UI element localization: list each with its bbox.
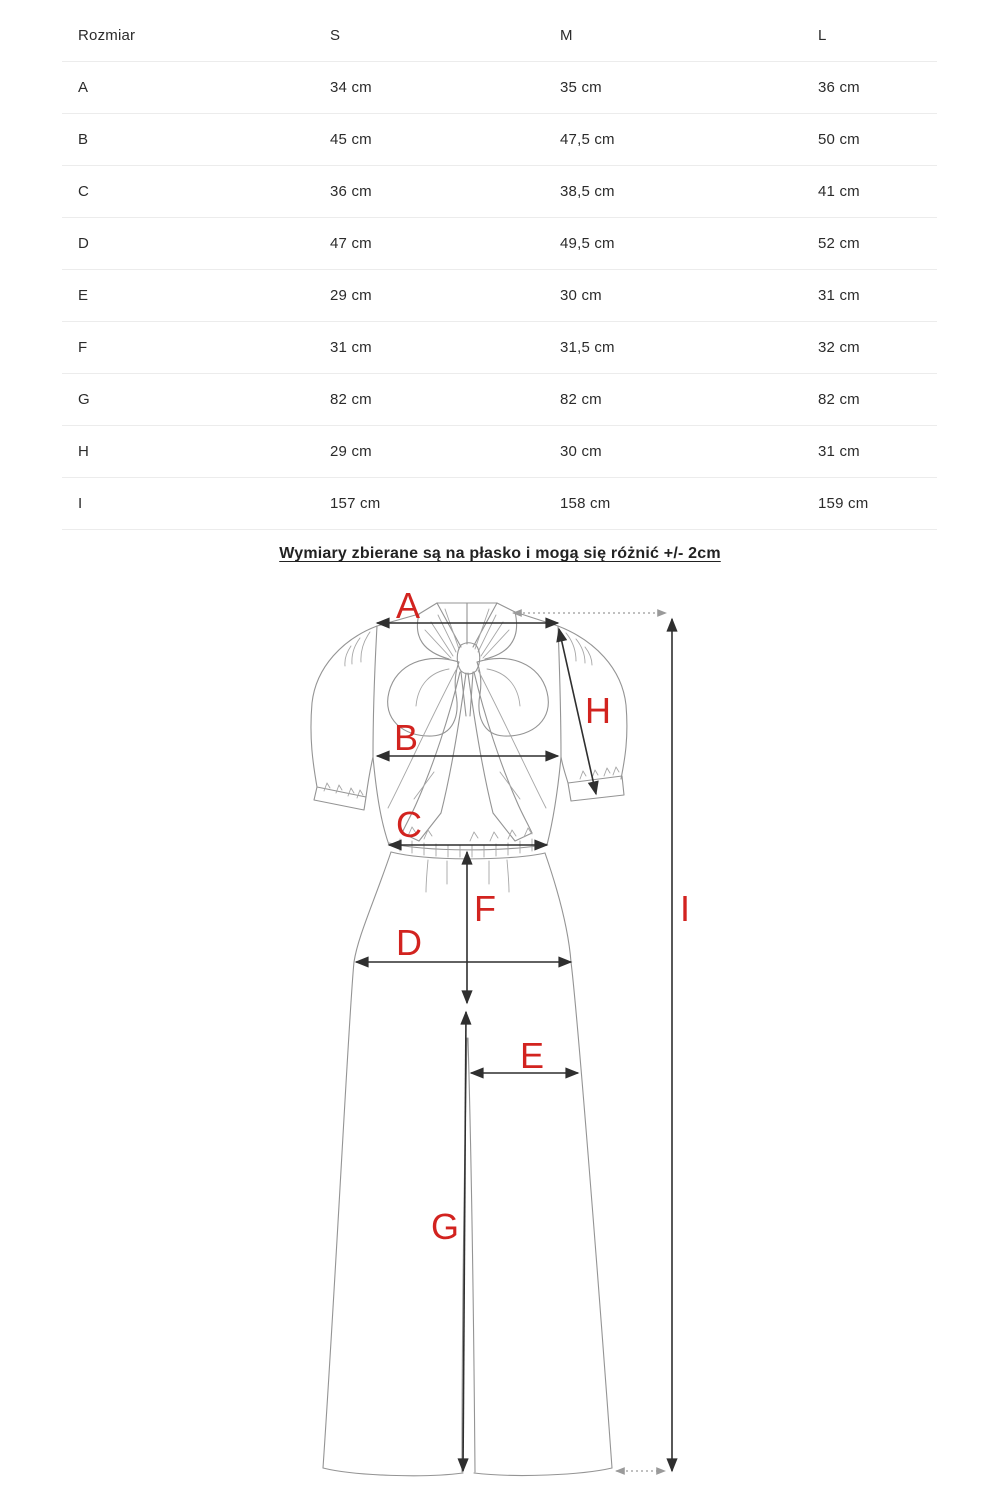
dim-label-H: H <box>585 690 611 731</box>
header-rozmiar: Rozmiar <box>78 27 136 44</box>
dim-label-C: C <box>396 804 422 845</box>
row-label: D <box>78 235 90 252</box>
dim-label-F: F <box>474 888 496 929</box>
cell-m: 49,5 cm <box>560 235 615 252</box>
row-label: F <box>78 339 88 356</box>
row-label: E <box>78 287 89 304</box>
dim-label-A: A <box>396 585 421 626</box>
cell-l: 36 cm <box>818 79 860 96</box>
cell-s: 45 cm <box>330 131 372 148</box>
cell-s: 157 cm <box>330 495 381 512</box>
cell-l: 159 cm <box>818 495 869 512</box>
cell-m: 35 cm <box>560 79 602 96</box>
cell-l: 41 cm <box>818 183 860 200</box>
dim-label-G: G <box>431 1206 460 1247</box>
cell-l: 31 cm <box>818 443 860 460</box>
cell-m: 30 cm <box>560 287 602 304</box>
cell-m: 158 cm <box>560 495 611 512</box>
cell-s: 29 cm <box>330 443 372 460</box>
dim-label-I: I <box>680 888 691 929</box>
cell-m: 30 cm <box>560 443 602 460</box>
row-label: B <box>78 131 89 148</box>
cell-s: 36 cm <box>330 183 372 200</box>
dimension-labels <box>394 585 690 1247</box>
cell-l: 31 cm <box>818 287 860 304</box>
row-label: C <box>78 183 90 200</box>
dim-label-B: B <box>394 717 419 758</box>
row-label: A <box>78 79 89 96</box>
jumpsuit-drawing <box>311 603 627 1476</box>
cell-l: 50 cm <box>818 131 860 148</box>
cell-l: 32 cm <box>818 339 860 356</box>
row-label: I <box>78 495 83 512</box>
row-label: G <box>78 391 90 408</box>
cell-m: 47,5 cm <box>560 131 615 148</box>
cell-m: 82 cm <box>560 391 602 408</box>
cell-s: 47 cm <box>330 235 372 252</box>
cell-s: 34 cm <box>330 79 372 96</box>
measurement-note: Wymiary zbierane są na płasko i mogą się różnić +/- 2cm <box>279 545 721 562</box>
header-size-l: L <box>818 27 827 44</box>
dim-label-E: E <box>520 1035 545 1076</box>
cell-m: 31,5 cm <box>560 339 615 356</box>
header-size-s: S <box>330 27 341 44</box>
row-label: H <box>78 443 90 460</box>
cell-s: 31 cm <box>330 339 372 356</box>
cell-l: 82 cm <box>818 391 860 408</box>
cell-m: 38,5 cm <box>560 183 615 200</box>
cell-s: 29 cm <box>330 287 372 304</box>
cell-s: 82 cm <box>330 391 372 408</box>
header-size-m: M <box>560 27 573 44</box>
cell-l: 52 cm <box>818 235 860 252</box>
dim-label-D: D <box>396 922 422 963</box>
